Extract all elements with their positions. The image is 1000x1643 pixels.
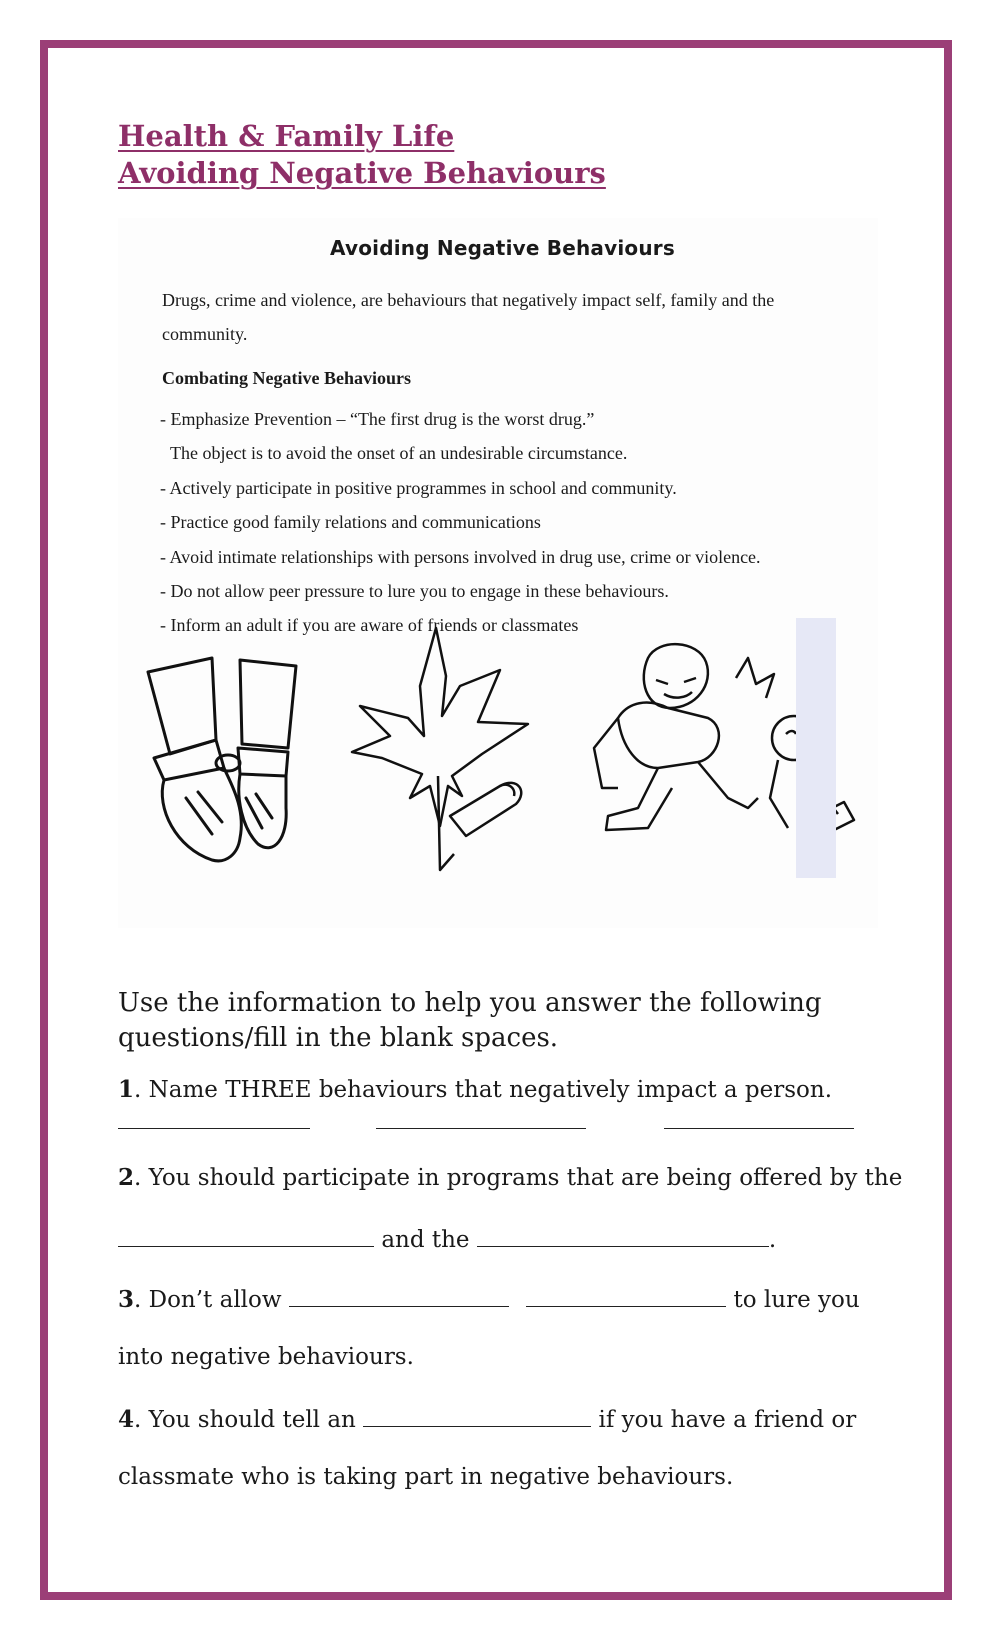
answer-blank[interactable]	[118, 1106, 310, 1129]
question-number: 2	[118, 1164, 135, 1191]
cannabis-leaf-icon	[350, 626, 540, 876]
handcuffed-hands-icon	[146, 648, 306, 878]
question-2	[118, 1164, 902, 1191]
question-3	[118, 1284, 860, 1313]
answer-blank[interactable]	[477, 1224, 769, 1247]
question-number: 1	[118, 1076, 135, 1103]
list-item: - Emphasize Prevention – “The first drug is the worst drug.”	[160, 409, 595, 429]
question-3-line2: into negative behaviours.	[118, 1344, 414, 1370]
list-item: - Practice good family relations and communications	[160, 512, 541, 533]
question-text: . Don’t allow	[134, 1287, 282, 1313]
answer-blank[interactable]	[664, 1106, 854, 1129]
answer-blank[interactable]	[363, 1404, 591, 1427]
question-4-line2: classmate who is taking part in negative behaviours.	[118, 1464, 734, 1490]
question-text: . You should tell an	[134, 1407, 356, 1433]
list-item: - Inform an adult if you are aware of friends or classmates	[160, 615, 579, 636]
excerpt-subheading: Combating Negative Behaviours	[162, 368, 411, 388]
answer-blank[interactable]	[289, 1284, 509, 1307]
question-text: . You should participate in programs that are being offered by the	[134, 1165, 903, 1191]
excerpt-list	[160, 402, 870, 643]
scan-edge-shading	[796, 618, 836, 878]
excerpt-title: Avoiding Negative Behaviours	[330, 236, 675, 260]
question-4	[118, 1404, 856, 1433]
list-item: - Do not allow peer pressure to lure you to engage in these behaviours.	[160, 580, 669, 601]
list-item: - Avoid intimate relationships with persons involved in drug use, crime or violence.	[160, 546, 761, 567]
question-text: . Name THREE behaviours that negatively impact a person.	[134, 1077, 833, 1103]
list-item: The object is to avoid the onset of an undesirable circumstance.	[170, 443, 628, 464]
topic-title: Avoiding Negative Behaviours	[118, 156, 606, 190]
worksheet-header	[118, 118, 606, 192]
instructions: Use the information to help you answer the following questions/fill in the blank spaces.	[118, 988, 822, 1053]
subject-title: Health & Family Life	[118, 119, 455, 153]
excerpt-intro: Drugs, crime and violence, are behaviours that negatively impact self, family and the community.	[162, 290, 775, 344]
answer-blank[interactable]	[526, 1284, 726, 1307]
scanned-textbook-excerpt	[118, 218, 878, 928]
question-number: 4	[118, 1406, 135, 1433]
question-text: .	[768, 1227, 777, 1253]
question-text: if you have a friend or	[598, 1407, 857, 1433]
list-item: - Actively participate in positive programmes in school and community.	[160, 477, 677, 498]
answer-blank[interactable]	[376, 1106, 586, 1129]
answer-blank[interactable]	[118, 1224, 374, 1247]
question-1	[118, 1076, 832, 1103]
question-number: 3	[118, 1286, 135, 1313]
question-1-answers	[118, 1106, 854, 1135]
question-2-line2	[118, 1224, 776, 1253]
question-text: to lure you	[733, 1287, 860, 1313]
question-text: and the	[381, 1227, 470, 1253]
